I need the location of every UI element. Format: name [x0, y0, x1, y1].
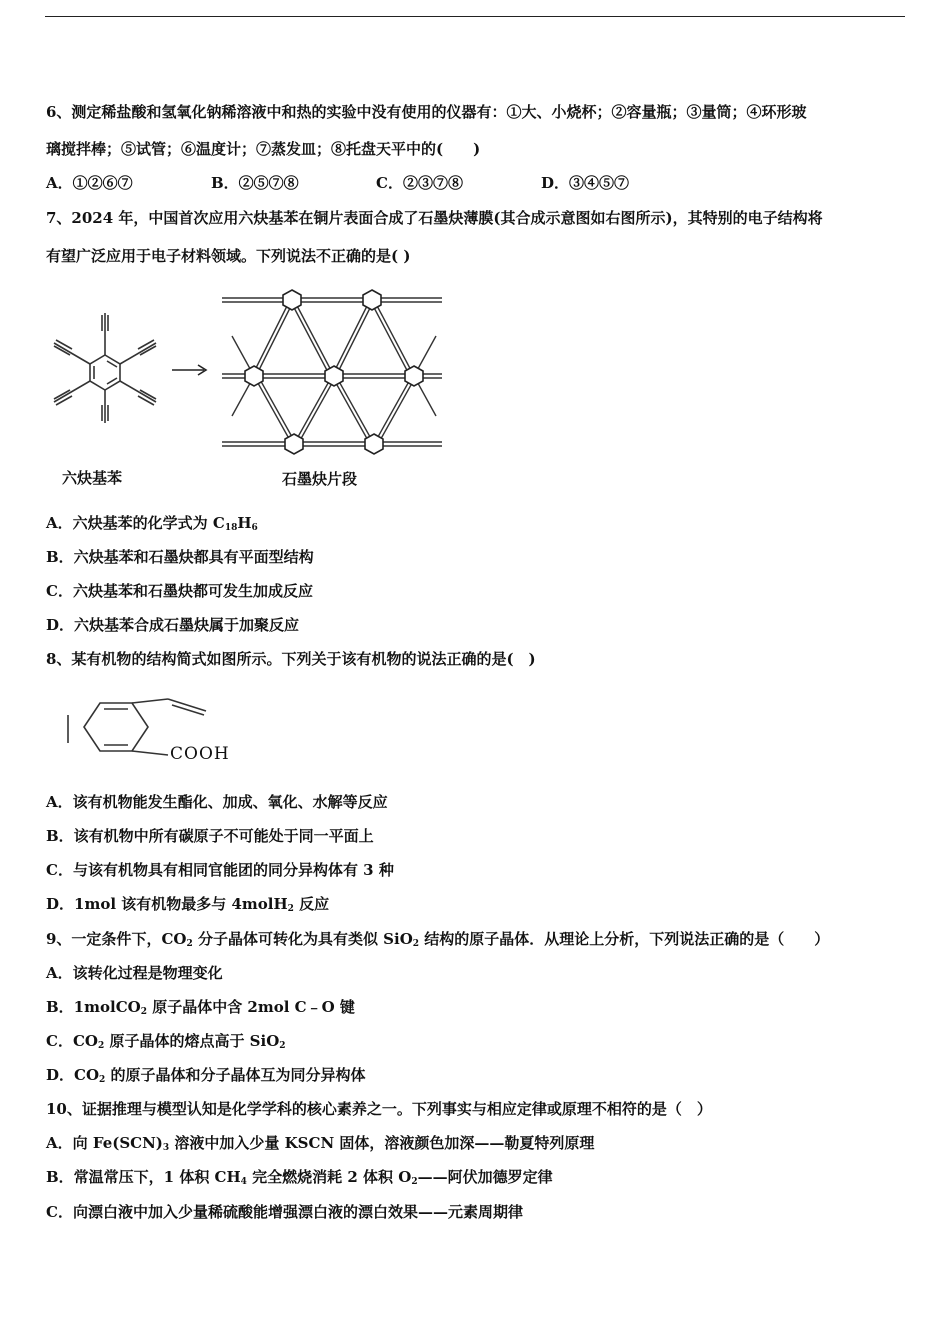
graphdiyne-caption: 石墨炔片段 [282, 470, 358, 488]
q8-option-b: B．该有机物中所有碳原子不可能处于同一平面上 [46, 827, 374, 845]
q7-option-c: C．六炔基苯和石墨炔都可发生加成反应 [46, 582, 313, 600]
q6-option-c: C．②③⑦⑧ [376, 174, 463, 192]
q7-option-a: A．六炔基苯的化学式为 $C_{18}H_6$ [46, 514, 258, 533]
q6-options [46, 173, 706, 193]
q10-option-c: C．向漂白液中加入少量稀硫酸能增强漂白液的漂白效果——元素周期律 [46, 1203, 523, 1221]
q8-stem: 8、某有机物的结构简式如图所示。下列关于该有机物的说法正确的是( ) [46, 650, 536, 668]
q6-stem-line1: 6、测定稀盐酸和氢氧化钠稀溶液中和热的实验中没有使用的仪器有：①大、小烧杯；②容量瓶；③量筒；④环形玻 [46, 103, 807, 121]
hexaethynylbenzene-structure [48, 305, 168, 430]
q10-option-a: A．向 $Fe(SCN)_3$ 溶液中加入少量 KSCN 固体，溶液颜色加深——勒夏特列原理 [46, 1134, 595, 1153]
q7-option-b: B．六炔基苯和石墨炔都具有平面型结构 [46, 548, 314, 566]
q7-option-d: D．六炔基苯合成石墨炔属于加聚反应 [46, 616, 300, 634]
q9-option-d: D．$CO_2$ 的原子晶体和分子晶体互为同分异构体 [46, 1066, 366, 1085]
q7-stem-line2: 有望广泛应用于电子材料领域。下列说法不正确的是( ) [46, 247, 411, 265]
q9-option-a: A．该转化过程是物理变化 [46, 964, 223, 982]
q6-option-b: B．②⑤⑦⑧ [211, 174, 299, 192]
hexaethynylbenzene-caption: 六炔基苯 [62, 469, 123, 487]
q10-stem: 10、证据推理与模型认知是化学学科的核心素养之一。下列事实与相应定律或原理不相符的是（ ） [46, 1100, 712, 1118]
q8-option-d: D．1mol 该有机物最多与 4molH$_2$ 反应 [46, 895, 330, 914]
q9-option-c: C．$CO_2$ 原子晶体的熔点高于 SiO$_2$ [46, 1032, 286, 1051]
q8-option-a: A．该有机物能发生酯化、加成、氧化、水解等反应 [46, 793, 388, 811]
q9-option-b: B．1molCO$_2$ 原子晶体中含 2mol C﹣O 键 [46, 998, 355, 1017]
graphdiyne-fragment-structure [218, 284, 446, 464]
q6-option-d: D．③④⑤⑦ [541, 174, 630, 192]
q6-stem-line2: 璃搅拌棒；⑤试管；⑥温度计；⑦蒸发皿；⑧托盘天平中的( ) [46, 140, 481, 158]
q10-option-b: B．常温常压下，1 体积 $CH_4$ 完全燃烧消耗 2 体积 $O_2——$阿伏加德罗定律 [46, 1168, 553, 1187]
q9-stem: 9、一定条件下，$CO_2$ 分子晶体可转化为具有类似 SiO$_2$ 结构的原子晶体．从理论上分析，下列说法正确的是（ ） [46, 930, 830, 949]
reaction-arrow-icon [170, 362, 210, 378]
cooh-label: COOH [170, 744, 230, 764]
q8-option-c: C．与该有机物具有相同官能团的同分异构体有 3 种 [46, 861, 394, 879]
header-rule [45, 16, 905, 17]
q6-option-a: A．①②⑥⑦ [46, 174, 133, 192]
q7-stem-line1: 7、2024 年，中国首次应用六炔基苯在铜片表面合成了石墨炔薄膜(其合成示意图如右图所示)，其特别的电子结构将 [46, 209, 823, 227]
